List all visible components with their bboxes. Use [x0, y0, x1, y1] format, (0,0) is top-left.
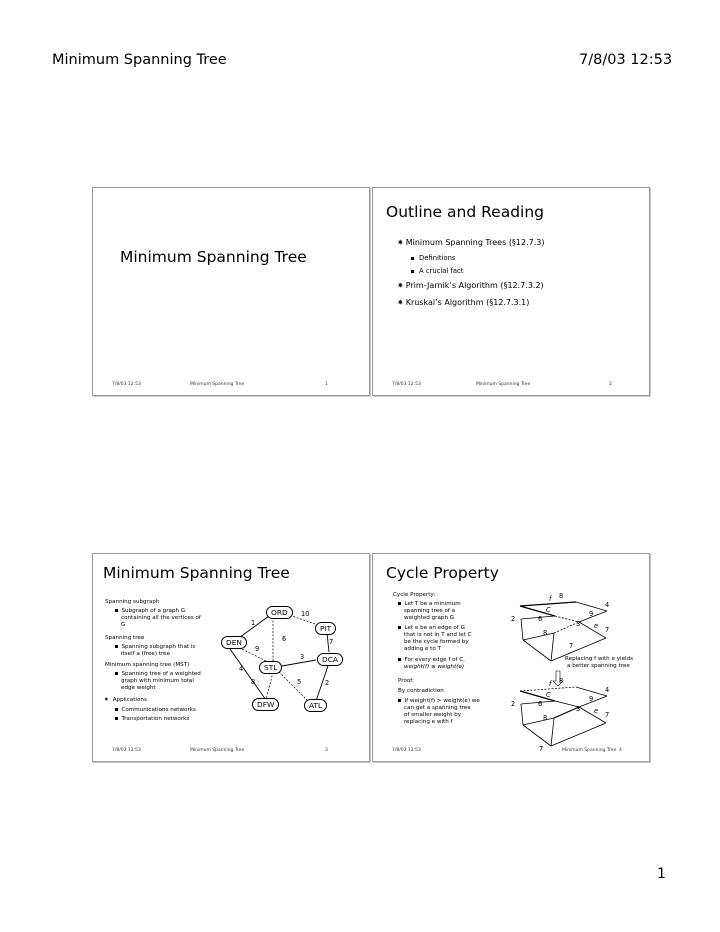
graph-label: 2 — [511, 615, 516, 623]
slide-title: Cycle Property — [386, 564, 499, 582]
graph-label: 7 — [539, 745, 544, 753]
page-number: 1 — [657, 866, 666, 882]
graph-label: f — [549, 680, 552, 688]
property-line: adding e to T — [404, 646, 441, 652]
term-applications: ✷ Applications — [104, 697, 147, 703]
edge-weight-label: 1 — [251, 619, 256, 627]
cycle-graph-after — [520, 686, 610, 746]
footer-page: 2 — [609, 382, 612, 387]
graph-edge-stl-atl — [279, 672, 308, 701]
bullet-item: ✷ Minimum Spanning Trees (§12.7.3) — [397, 238, 545, 247]
graph-label: 8 — [559, 592, 564, 600]
property-line: For every edge f of C, — [398, 657, 465, 664]
star-bullet-icon: ✷ — [397, 281, 404, 290]
slide-2 — [372, 187, 650, 396]
graph-label: 7 — [605, 711, 610, 719]
graph-edge-stl-dca — [282, 660, 316, 666]
definition-line: Communications networks — [115, 707, 196, 714]
graph-label: 8 — [543, 629, 548, 637]
definition-line: G — [121, 622, 126, 628]
footer-page: 4 — [619, 748, 622, 753]
slide-title: Minimum Spanning Tree — [103, 564, 290, 582]
sub-bullet-item: Definitions — [411, 254, 455, 263]
definition-line: itself a (free) tree — [121, 651, 171, 657]
edge-weight-label: 7 — [329, 638, 334, 646]
graph-label: 7 — [605, 626, 610, 634]
slide-footer — [93, 382, 369, 390]
page-header-title: Minimum Spanning Tree — [52, 52, 227, 68]
edge-weight-label: 8 — [251, 678, 256, 686]
graph-label: 6 — [538, 615, 543, 623]
edge-weight-label: 10 — [301, 610, 310, 618]
edge-weight-label: 5 — [297, 678, 302, 686]
slide-4 — [372, 553, 650, 762]
graph-label: C — [546, 691, 551, 699]
slide-title: Outline and Reading — [386, 203, 545, 221]
graph-node-den: DEN — [221, 636, 247, 649]
star-bullet-icon: ✷ — [104, 697, 109, 703]
property-line: weight(f) ≤ weight(e) — [404, 664, 465, 670]
graph-label: e — [594, 707, 599, 715]
property-line: be the cycle formed by — [404, 639, 469, 645]
proof-line: replacing e with f — [404, 719, 453, 725]
graph-node-atl: ATL — [304, 699, 327, 712]
slide-1 — [92, 187, 370, 396]
square-bullet-icon — [411, 257, 414, 260]
graph-label: 6 — [538, 700, 543, 708]
property-line: Let e be an edge of G — [398, 625, 465, 632]
bullet-item: ✷ Prim-Jarnik’s Algorithm (§12.7.3.2) — [397, 281, 544, 290]
definition-line: graph with minimum total — [121, 678, 194, 684]
footer-date: 7/8/03 12:53 — [392, 748, 421, 753]
term-mst: Minimum spanning tree (MST) — [105, 662, 190, 668]
edge-weight-label: 6 — [282, 635, 287, 643]
star-bullet-icon: ✷ — [397, 298, 404, 307]
bullet-item: ✷ Kruskal’s Algorithm (§12.7.3.1) — [397, 298, 530, 307]
edge-weight-label: 9 — [255, 645, 260, 653]
graph-label: 9 — [589, 610, 594, 618]
footer-date: 7/8/03 12:53 — [112, 382, 141, 387]
edge-weight-label: 4 — [239, 665, 244, 673]
definition-line: containing all the vertices of — [121, 615, 201, 621]
sub-bullet-item: A crucial fact — [411, 267, 463, 276]
graph-node-ord: ORD — [266, 606, 293, 619]
replacing-caption: a better spanning tree — [567, 663, 630, 669]
property-line: that is not in T and let C — [404, 632, 472, 638]
graph-label: 8 — [543, 714, 548, 722]
definition-line: Spanning tree of a weighted — [115, 671, 201, 678]
definition-line: Spanning subgraph that is — [115, 644, 195, 651]
graph-label: C — [546, 606, 551, 614]
term-spanning-tree: Spanning tree — [105, 635, 145, 641]
square-bullet-icon — [411, 270, 414, 273]
graph-edge-den-dfw — [230, 649, 266, 700]
definition-line: Transportation networks — [115, 716, 189, 723]
graph-node-dca: DCA — [317, 653, 343, 666]
edge-weight-label: 3 — [300, 653, 305, 661]
graph-node-dfw: DFW — [252, 698, 279, 711]
graph-label: 9 — [589, 695, 594, 703]
cycle-property-heading: Cycle Property: — [393, 592, 436, 598]
edge-weight-label: 2 — [325, 679, 330, 687]
proof-line: of smaller weight by — [404, 712, 462, 718]
footer-date: 7/8/03 12:53 — [392, 382, 421, 387]
slide-title: Minimum Spanning Tree — [120, 248, 307, 266]
footer-page: 1 — [325, 382, 328, 387]
footer-page: 3 — [325, 748, 328, 753]
proof-line: If weight(f) > weight(e) we — [398, 698, 480, 705]
footer-title: Minimum Spanning Tree — [562, 748, 617, 753]
star-bullet-icon: ✷ — [397, 238, 404, 247]
page-header-date: 7/8/03 12:53 — [579, 52, 673, 68]
footer-title: Minimum Spanning Tree — [190, 748, 245, 753]
graph-label: 8 — [559, 677, 564, 685]
definition-line: edge weight — [121, 685, 156, 691]
graph-label: f — [549, 595, 552, 603]
cycle-graph-before — [520, 601, 610, 661]
graph-node-stl: STL — [259, 661, 282, 674]
footer-date: 7/8/03 12:53 — [112, 748, 141, 753]
graph-label: e — [594, 622, 599, 630]
slide-footer — [373, 382, 649, 390]
graph-edge-stl-dfw — [266, 672, 273, 700]
graph-label: 2 — [511, 700, 516, 708]
proof-line: can get a spanning tree — [404, 705, 471, 711]
footer-title: Minimum Spanning Tree — [190, 382, 245, 387]
slide-footer — [93, 748, 369, 756]
definition-line: Subgraph of a graph G — [115, 608, 185, 615]
property-line: spanning tree of a — [404, 608, 456, 614]
replacing-caption: Replacing f with e yields — [565, 656, 634, 662]
graph-label: 4 — [605, 601, 610, 609]
slide-footer — [373, 748, 649, 756]
proof-heading: Proof: — [398, 678, 414, 684]
slide-3 — [92, 553, 370, 762]
graph-label: 3 — [576, 705, 581, 713]
property-line: Let T be a minimum — [398, 601, 461, 608]
graph-label: 4 — [605, 686, 610, 694]
proof-line: By contradiction — [398, 688, 444, 694]
graph-label: 3 — [576, 620, 581, 628]
graph-label: 7 — [569, 642, 574, 650]
term-spanning-subgraph: Spanning subgraph — [105, 599, 160, 605]
property-line: weighted graph G — [404, 615, 455, 621]
footer-title: Minimum Spanning Tree — [476, 382, 531, 387]
graph-node-pit: PIT — [315, 622, 336, 635]
